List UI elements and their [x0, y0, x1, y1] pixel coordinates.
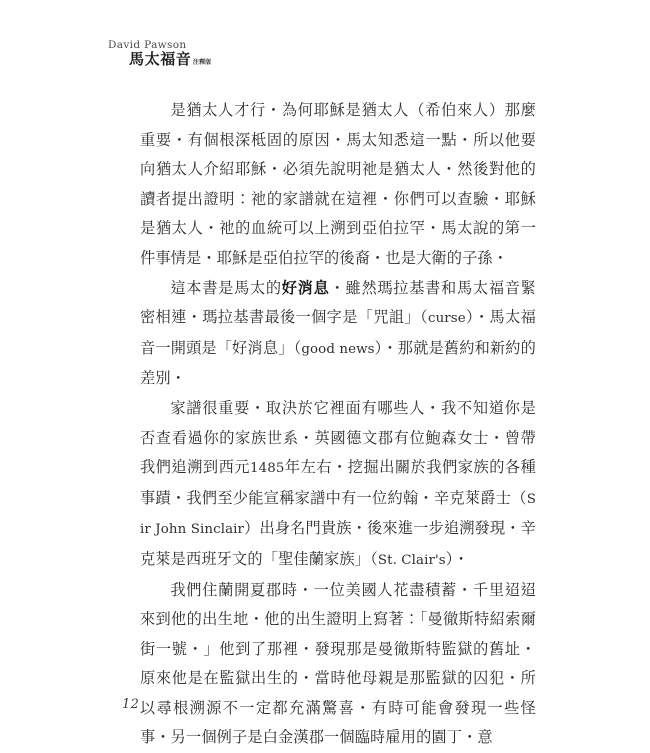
header-author-name: David Pawson — [108, 40, 212, 51]
latin-term: good news — [301, 342, 374, 357]
latin-term: Sir John Sinclair — [140, 492, 536, 538]
latin-term: 1485 — [250, 461, 284, 476]
body-text-block — [140, 96, 536, 753]
paragraph-4: 我們住蘭開夏郡時・一位美國人花盡積蓄・千里迢迢來到他的出生地・他的出生證明上寫著：「曼徹斯特紹索爾街一號・」他到了那裡・發現那是曼徹斯特監獄的舊址・原來他是在監獄出生的・當時他母親是那監獄的囚犯・所以尋根溯源不一定都充滿驚喜・有時可能會發現一些怪事・另一個例子是白金漢郡一個臨時雇用的園丁・意 — [140, 576, 536, 753]
latin-term: curse — [428, 311, 466, 326]
header-book-title: 馬太福音 — [129, 52, 191, 68]
running-header — [108, 40, 212, 68]
header-title-line — [108, 52, 212, 68]
latin-term: St. Clair's — [378, 553, 446, 568]
header-book-subtitle: 注釋版 — [193, 60, 212, 66]
paragraph-3: 家譜很重要・取決於它裡面有哪些人・我不知道你是否查看過你的家族世系・英國德文郡有位鮑森女士・曾帶我們追溯到西元1485年左右・挖掘出關於我們家族的各種事蹟・我們至少能宣稱家譜中有一位約翰・辛克萊爵士（Sir John Sinclair）出身名門貴族・後來進一步追溯發現・辛克萊是西班牙文的「聖佳蘭家族」（St. Clair's）・ — [140, 394, 536, 576]
page-number: 12 — [122, 697, 139, 712]
emphasized-text: 好消息 — [282, 279, 330, 297]
paragraph-1: 是猶太人才行・為何耶穌是猶太人（希伯來人）那麼重要・有個根深柢固的原因・馬太知悉這一點・所以他要向猶太人介紹耶穌・必須先說明祂是猶太人・然後對他的讀者提出證明：祂的家譜就在這裡・你們可以查驗・耶穌是猶太人・祂的血統可以上溯到亞伯拉罕・馬太說的第一件事情是・耶穌是亞伯拉罕的後裔・也是大衛的子孫・ — [140, 96, 536, 274]
paragraph-2: 這本書是馬太的好消息・雖然瑪拉基書和馬太福音緊密相連・瑪拉基書最後一個字是「咒詛」（curse）・馬太福音一開頭是「好消息」（good news）・那就是舊約和新約的差別・ — [140, 274, 536, 394]
